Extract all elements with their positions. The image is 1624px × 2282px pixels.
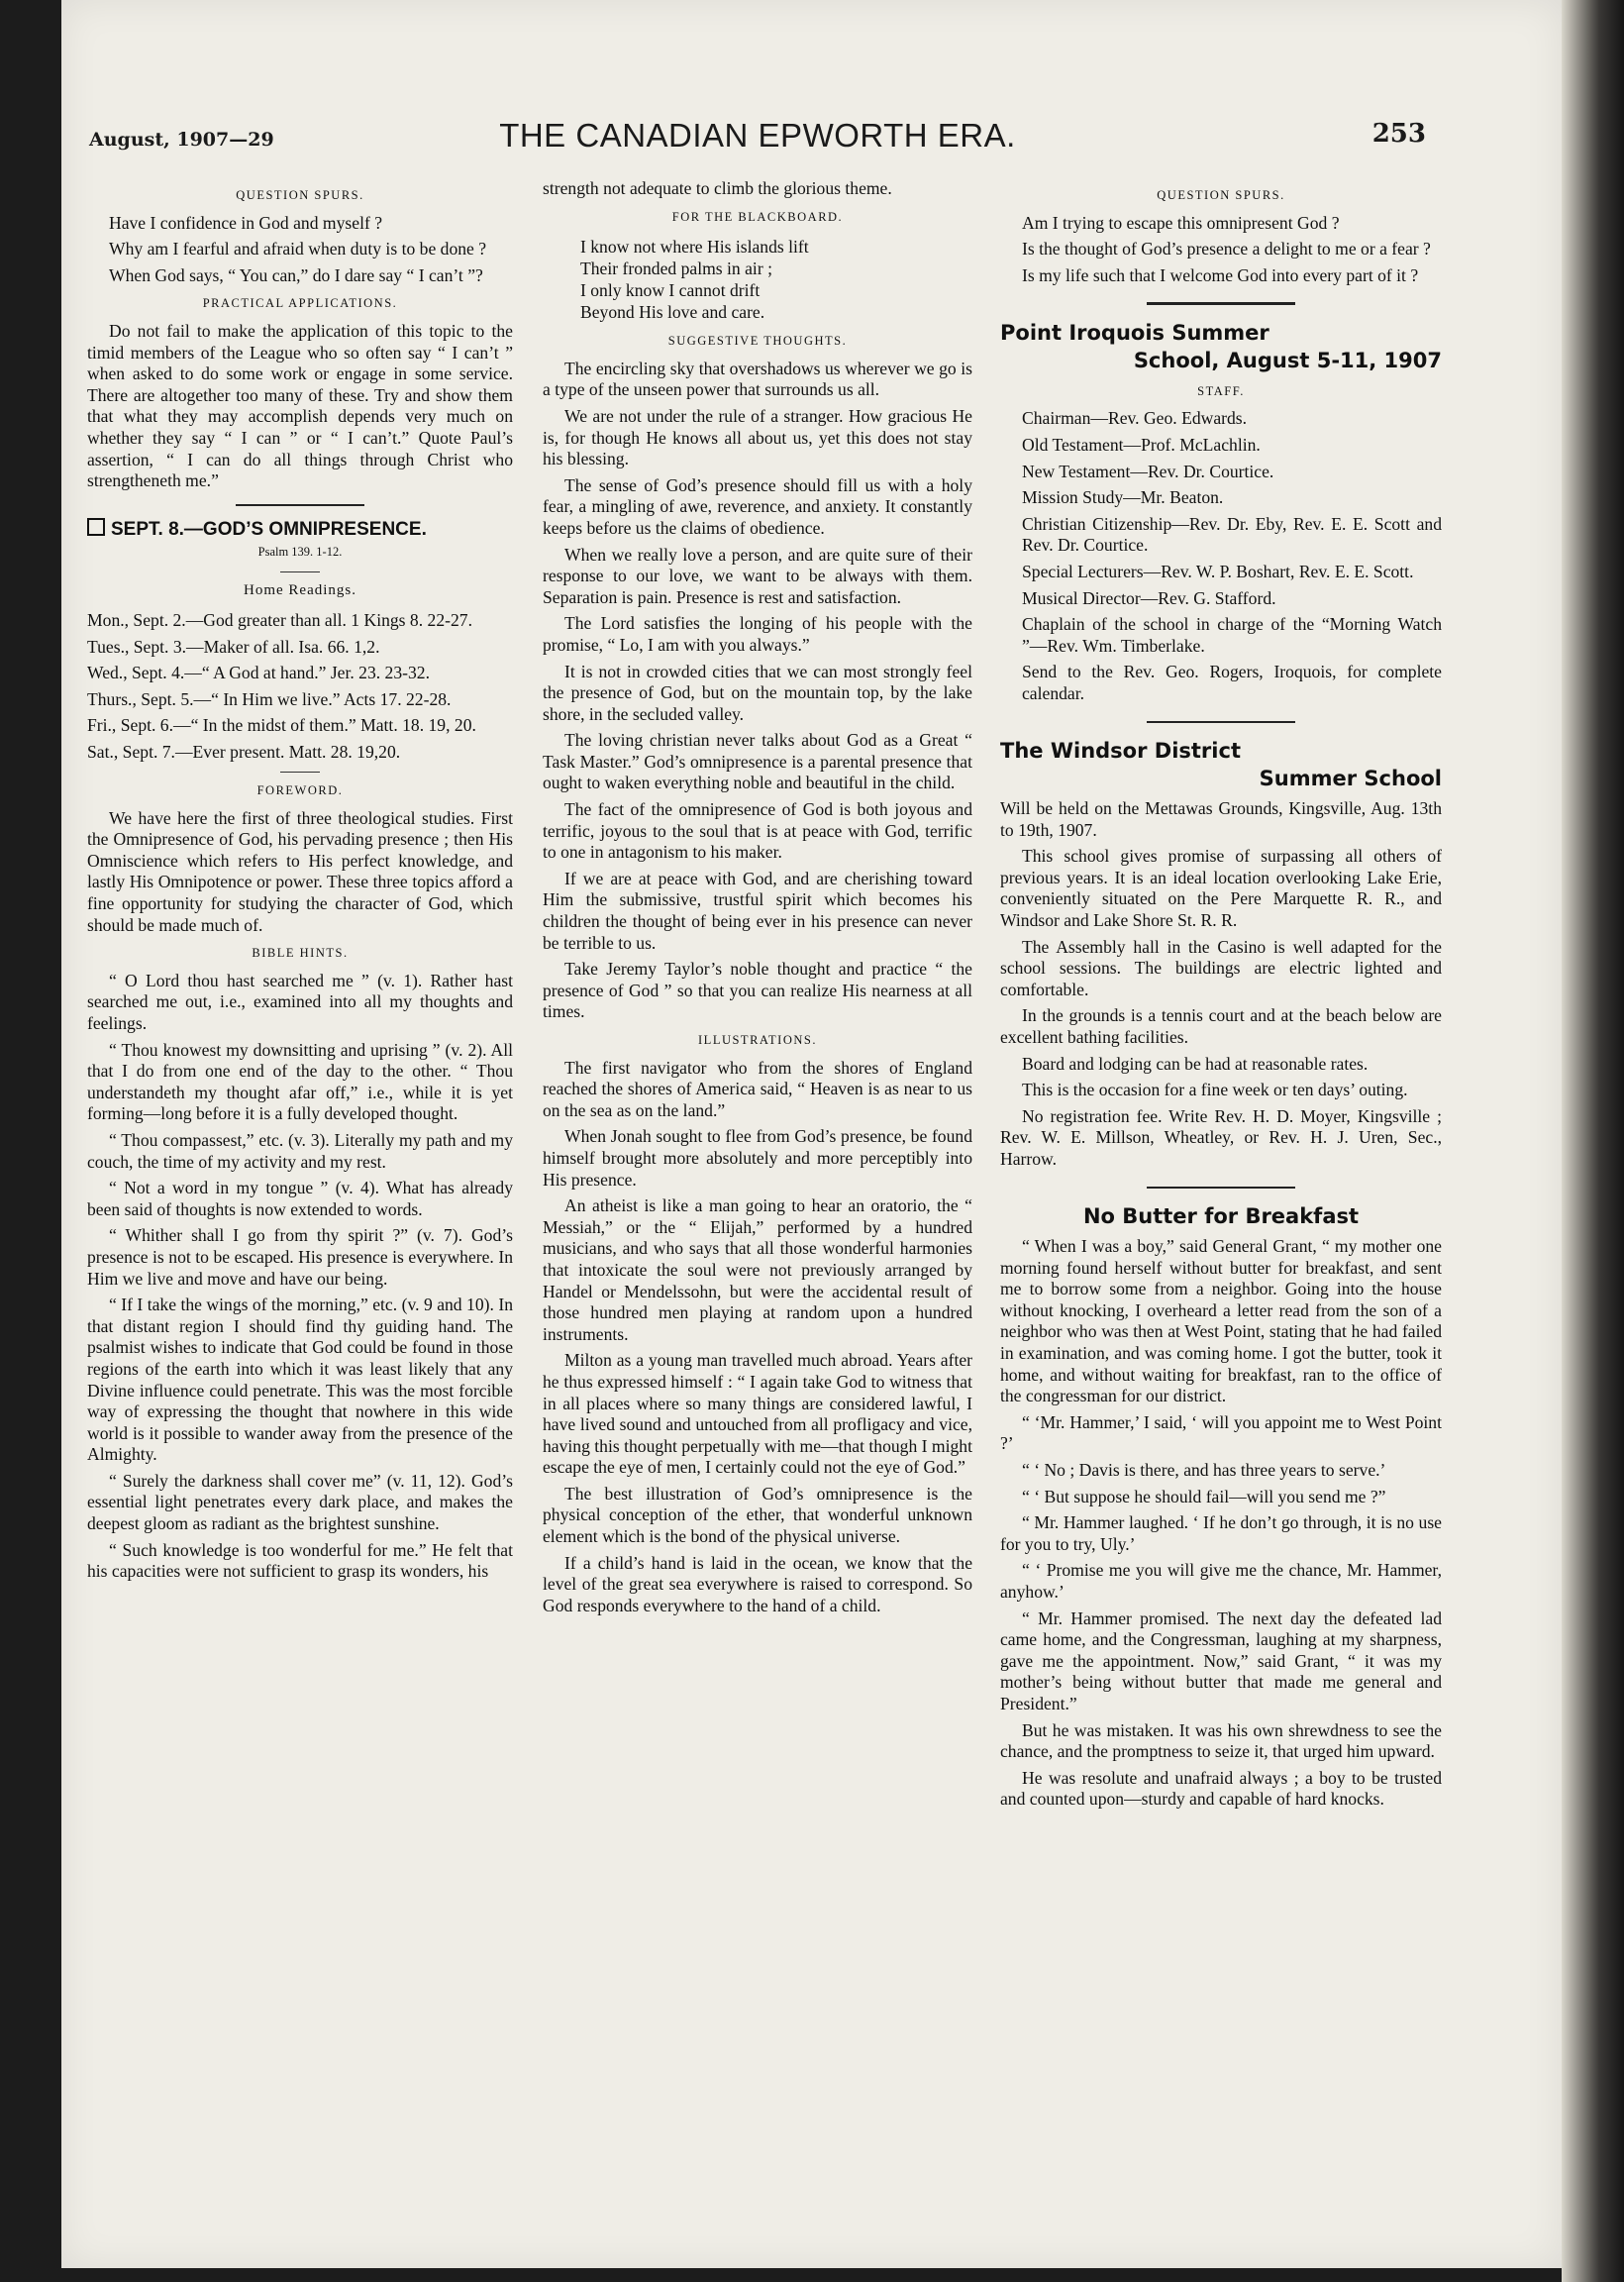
reading-item: Wed., Sept. 4.—“ A God at hand.” Jer. 23. 23-32.: [87, 663, 431, 683]
windsor-paragraph: Board and lodging can be had at reasonable rates.: [1022, 1053, 1369, 1074]
foreword-title: FOREWORD.: [256, 783, 344, 798]
iroquois-heading-line-1: Point Iroquois Summer: [1000, 320, 1269, 345]
butter-paragraph: “ ‘Mr. Hammer,’ I said, ‘ will you appoint me to West Point ?’: [1000, 1411, 1442, 1454]
lesson-title: [87, 518, 513, 541]
thought: The fact of the omnipresence of God is both joyous and terrific, joyous to the soul that is at peace with God, terrific to one in antagonism to his maker.: [543, 799, 972, 863]
butter-heading: No Butter for Breakfast: [1082, 1204, 1360, 1229]
bible-hint: “ O Lord thou hast searched me ” (v. 1). Rather hast searched me out, i.e., examined into all my thoughts and feelings.: [87, 970, 513, 1033]
reading-item: Sat., Sept. 7.—Ever present. Matt. 28. 19,20.: [87, 741, 401, 762]
bible-hint: “ Thou compassest,” etc. (v. 3). Literally my path and my couch, the time of my activity and my rest.: [87, 1129, 513, 1172]
butter-paragraph: “ ‘ No ; Davis is there, and has three years to serve.’: [1022, 1460, 1386, 1481]
illustration: The first navigator who from the shores of England reached the shores of America said, “ Heaven is as near to us on the sea as on the land.”: [543, 1057, 972, 1120]
lesson-box-icon: [87, 518, 105, 536]
continuation-text: strength not adequate to climb the glorious theme.: [543, 178, 892, 198]
question: Is the thought of God’s presence a delight to me or a fear ?: [1022, 239, 1431, 259]
illustration: When Jonah sought to flee from God’s presence, be found himself brought more absolutely and more perceptibly into His presence.: [543, 1126, 972, 1190]
column-2: [543, 178, 972, 1621]
poem-line: Beyond His love and care.: [580, 302, 765, 323]
bible-hint: “ Whither shall I go from thy spirit ?” (v. 7). God’s presence is not to be escaped. His presence is everywhere. In Him we live and move and have our being.: [87, 1225, 513, 1289]
poem-line: Their fronded palms in air ;: [580, 259, 772, 279]
thought: The encircling sky that overshadows us wherever we go is a type of the unseen power that surrounds us all.: [543, 358, 972, 400]
thought: We are not under the rule of a stranger. How gracious He is, for though He knows all about us, yet this does not stay his blessing.: [543, 405, 972, 469]
staff-item: Musical Director—Rev. G. Stafford.: [1022, 587, 1276, 608]
page-number: 253: [1371, 119, 1426, 149]
windsor-heading-line-1: The Windsor District: [1000, 739, 1241, 764]
scripture-reference: Psalm 139. 1-12.: [257, 545, 343, 560]
thought: The loving christian never talks about God as a Great “ Task Master.” God’s omnipresence is a parental presence that ought to waken everything noble and beautiful in the child.: [543, 730, 972, 793]
windsor-heading-line-2: Summer School: [1259, 767, 1442, 791]
section-divider: [1147, 721, 1295, 724]
thought: It is not in crowded cities that we can most strongly feel the presence of God, but on the mountain top, by the lake shore, in the secluded valley.: [543, 661, 972, 724]
publication-title: THE CANADIAN EPWORTH ERA.: [499, 117, 1016, 154]
blackboard-poem: [580, 236, 972, 323]
illustration: The best illustration of God’s omnipresence is the physical conception of the ether, that wonderful unknown element which is the bond of the physical universe.: [543, 1483, 972, 1547]
section-divider: [236, 504, 364, 506]
staff-list: [1000, 408, 1442, 704]
question-spurs-title: QUESTION SPURS.: [1157, 188, 1285, 202]
windsor-paragraph: Will be held on the Mettawas Grounds, Kingsville, Aug. 13th to 19th, 1907.: [1000, 798, 1442, 840]
bible-hint: “ Surely the darkness shall cover me” (v. 11, 12). God’s essential light penetrates every dark place, and makes the deepest gloom as radiant as the brightest sunshine.: [87, 1470, 513, 1534]
butter-paragraph: “ Mr. Hammer laughed. ‘ If he don’t go through, it is no use for you to try, Uly.’: [1000, 1512, 1442, 1554]
butter-paragraph: “ When I was a boy,” said General Grant, “ my mother one morning found herself without butter for breakfast, and sent me to borrow some from a neighbor. Going into the house without knocking, I overheard a letter read from the son of a neighbor who was then at West Point, stating that he had failed in examination, and was coming home. I got the butter, took it home, and without waiting for breakfast, ran to the office of the congressman for our district.: [1000, 1236, 1442, 1406]
question: When God says, “ You can,” do I dare say “ I can’t ”?: [109, 264, 483, 285]
question: Have I confidence in God and myself ?: [109, 212, 383, 233]
illustration: An atheist is like a man going to hear an oratorio, the “ Messiah,” or the “ Elijah,” performed by a hundred musicians, and who says that all those wonderful harmonies that intoxicate the soul were not previously arranged by Handel or Mendelssohn, but were the accidental result of those hundred men playing at random upon a hundred instruments.: [543, 1195, 972, 1344]
suggestive-thoughts-title: SUGGESTIVE THOUGHTS.: [667, 334, 848, 349]
lesson-title-text: SEPT. 8.—GOD’S OMNIPRESENCE.: [111, 518, 427, 540]
question: Am I trying to escape this omnipresent God ?: [1022, 212, 1340, 233]
reading-item: Tues., Sept. 3.—Maker of all. Isa. 66. 1,2.: [87, 636, 380, 657]
staff-item: Chaplain of the school in charge of the “Morning Watch ”—Rev. Wm. Timberlake.: [1022, 614, 1442, 656]
thought: The sense of God’s presence should fill us with a holy fear, a mingling of awe, reverence, and anxiety. It constantly keeps before us the claims of obedience.: [543, 474, 972, 538]
bible-hint: “ Not a word in my tongue ” (v. 4). What has already been said of thoughts is now extended to words.: [87, 1178, 513, 1219]
foreword-text: We have here the first of three theological studies. First the Omnipresence of God, his pervading presence ; then His Omniscience which refers to His perfect knowledge, and lastly His Omnipotence or power. These three topics afford a fine opportunity for studying the character of God, which should be made much of.: [87, 807, 513, 935]
staff-item: Special Lecturers—Rev. W. P. Boshart, Rev. E. E. Scott.: [1022, 562, 1414, 582]
home-readings-title: Home Readings.: [244, 582, 356, 599]
column-3: [1000, 178, 1442, 1815]
issue-date: August, 1907—29: [89, 129, 274, 151]
staff-item: Mission Study—Mr. Beaton.: [1022, 487, 1224, 508]
butter-paragraph: “ ‘ Promise me you will give me the chance, Mr. Hammer, anyhow.’: [1000, 1560, 1442, 1602]
reading-item: Mon., Sept. 2.—God greater than all. 1 Kings 8. 22-27.: [87, 610, 472, 630]
thought: When we really love a person, and are quite sure of their response to our love, we want to be always with them. Separation is pain. Presence is rest and satisfaction.: [543, 544, 972, 607]
windsor-paragraph: This is the occasion for a fine week or ten days’ outing.: [1022, 1080, 1408, 1100]
illustration: If a child’s hand is laid in the ocean, we know that the level of the great sea everywhere is raised to correspond. So God responds everywhere to the hand of a child.: [543, 1552, 972, 1615]
bible-hints-title: BIBLE HINTS.: [252, 946, 349, 961]
reading-item: Thurs., Sept. 5.—“ In Him we live.” Acts 17. 22-28.: [87, 688, 452, 709]
column-1: [87, 178, 513, 1588]
section-divider: [1147, 1187, 1295, 1190]
short-divider: [280, 772, 320, 774]
staff-item: Old Testament—Prof. McLachlin.: [1022, 435, 1261, 456]
section-divider: [1147, 302, 1295, 305]
bible-hint: “ If I take the wings of the morning,” etc. (v. 9 and 10). In that distant region I should find thy guiding hand. The psalmist wishes to indicate that God could be found in those regions of the earth into which it was least likely that any Divine influence could penetrate. This was the most forcible way of expressing the thought that nowhere in this wide world is it possible to wander away from the presence of the Almighty.: [87, 1295, 513, 1465]
staff-item: Chairman—Rev. Geo. Edwards.: [1022, 408, 1248, 429]
illustrations-title: ILLUSTRATIONS.: [698, 1033, 817, 1047]
butter-paragraph: But he was mistaken. It was his own shrewdness to see the chance, and the promptness to seize it, that urged him upward.: [1000, 1719, 1442, 1762]
practical-applications-text: Do not fail to make the application of this topic to the timid members of the League who so often say “ I can’t ” when asked to do some work or engage in some service. There are altogether too many of these. Try and show them that what they may accomplish depends very much on whether they say “ I can ” or “ I can’t.” Quote Paul’s assertion, “ I can do all things through Christ who strengtheneth me.”: [87, 320, 513, 491]
blackboard-title: FOR THE BLACKBOARD.: [671, 209, 844, 224]
butter-paragraph: He was resolute and unafraid always ; a boy to be trusted and counted upon—sturdy and capable of hard knocks.: [1000, 1767, 1442, 1810]
question-spurs-title: QUESTION SPURS.: [236, 188, 364, 202]
scan-bottom-margin: [61, 2268, 1562, 2282]
practical-applications-title: PRACTICAL APPLICATIONS.: [202, 296, 398, 311]
question: Why am I fearful and afraid when duty is to be done ?: [109, 239, 487, 259]
windsor-paragraph: This school gives promise of surpassing all others of previous years. It is an ideal location overlooking Lake Erie, conveniently situated on the Pere Marquette R. R., and Windsor and Lake Shore St. R. R.: [1000, 846, 1442, 931]
windsor-paragraph: The Assembly hall in the Casino is well adapted for the school sessions. The buildings are electric lighted and comfortable.: [1000, 936, 1442, 999]
scan-left-margin: [0, 0, 61, 2282]
book-spine: [1562, 0, 1624, 2282]
thought: Take Jeremy Taylor’s noble thought and practice “ the presence of God ” so that you can realize His nearness at all times.: [543, 959, 972, 1022]
windsor-heading: [1000, 737, 1442, 792]
butter-paragraph: “ Mr. Hammer promised. The next day the defeated lad came home, and the Congressman, laughing at my sharpness, gave me the appointment. Now,” said Grant, “ it was my mother’s being without butter that made me general and President.”: [1000, 1608, 1442, 1713]
thought: If we are at peace with God, and are cherishing toward Him the submissive, trustful spirit which becomes his children the thought of being ever in his presence can never be terrible to us.: [543, 868, 972, 953]
staff-item: New Testament—Rev. Dr. Courtice.: [1022, 461, 1274, 481]
short-divider: [280, 571, 320, 573]
question: Is my life such that I welcome God into every part of it ?: [1022, 264, 1419, 285]
thought: The Lord satisfies the longing of his people with the promise, “ Lo, I am with you always.”: [543, 613, 972, 655]
staff-title: STAFF.: [1197, 383, 1245, 398]
illustration: Milton as a young man travelled much abroad. Years after he thus expressed himself : “ I again take God to witness that in all places where so many things are considered lawful, I have lived sound and untouched from all profligacy and vice, having this thought perpetually with me—that though I might escape the eye of men, I certainly could not the eye of God.”: [543, 1350, 972, 1478]
staff-item: Send to the Rev. Geo. Rogers, Iroquois, for complete calendar.: [1022, 662, 1442, 703]
windsor-paragraph: In the grounds is a tennis court and at the beach below are excellent bathing facilities.: [1000, 1005, 1442, 1048]
page-header: [89, 117, 1426, 166]
iroquois-heading-line-2: School, August 5-11, 1907: [1133, 348, 1442, 372]
iroquois-heading: [1000, 319, 1442, 374]
butter-paragraph: “ ‘ But suppose he should fail—will you send me ?”: [1022, 1486, 1386, 1506]
bible-hint: “ Thou knowest my downsitting and uprising ” (v. 2). All that I do from one end of the day to the other. “ Thou understandeth my thought afar off,” i.e., while it is yet forming—long before it is a fully developed thought.: [87, 1039, 513, 1124]
staff-item: Christian Citizenship—Rev. Dr. Eby, Rev. E. E. Scott and Rev. Dr. Courtice.: [1022, 513, 1442, 556]
windsor-paragraph: No registration fee. Write Rev. H. D. Moyer, Kingsville ; Rev. W. E. Millson, Wheatley, or Rev. H. J. Uren, Sec., Harrow.: [1000, 1105, 1442, 1169]
bible-hint: “ Such knowledge is too wonderful for me.” He felt that his capacities were not sufficient to grasp its wonders, his: [87, 1539, 513, 1582]
reading-item: Fri., Sept. 6.—“ In the midst of them.” Matt. 18. 19, 20.: [87, 715, 476, 736]
poem-line: I know not where His islands lift: [580, 237, 809, 258]
poem-line: I only know I cannot drift: [580, 280, 761, 301]
